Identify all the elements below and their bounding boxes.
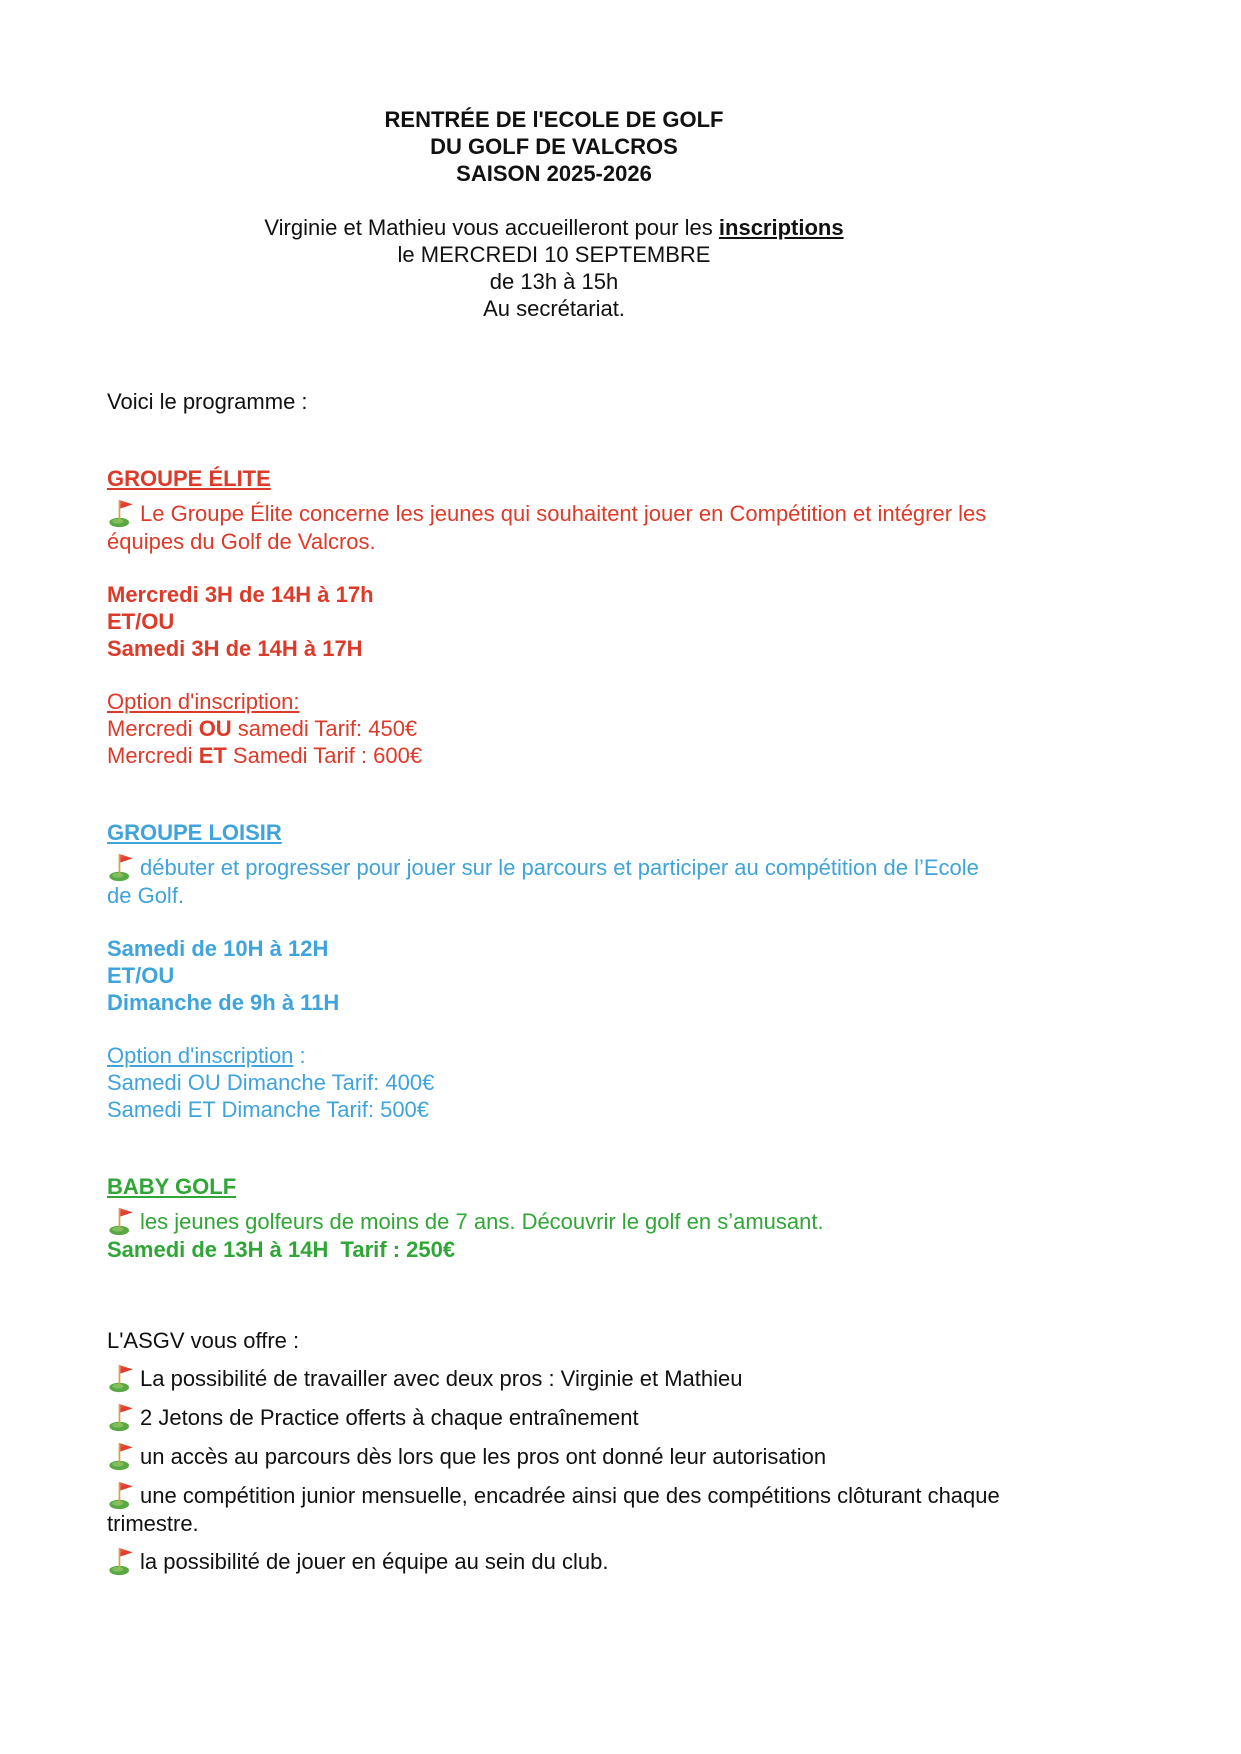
intro-line-1-text: Virginie et Mathieu vous accueilleront pour les xyxy=(264,215,719,240)
golf-flag-icon xyxy=(107,852,137,882)
title-line-2: DU GOLF DE VALCROS xyxy=(430,134,678,159)
groupe-elite-schedule xyxy=(107,581,1001,662)
groupe-elite-description xyxy=(107,498,1001,555)
asgv-heading: L'ASGV vous offre : xyxy=(107,1328,300,1353)
schedule-line: Dimanche de 9h à 11H xyxy=(107,990,340,1015)
baby-golf-description-text: les jeunes golfeurs de moins de 7 ans. Découvrir le golf en s’amusant. xyxy=(140,1209,824,1234)
intro-line-4: Au secrétariat. xyxy=(483,296,625,321)
title-line-3: SAISON 2025-2026 xyxy=(456,161,652,186)
groupe-loisir-description xyxy=(107,852,1001,909)
document-title xyxy=(107,106,1001,187)
asgv-bullet: La possibilité de travailler avec deux pros : Virginie et Mathieu xyxy=(107,1363,1001,1393)
groupe-loisir-schedule xyxy=(107,935,1001,1016)
groupe-loisir-options xyxy=(107,1042,1001,1123)
golf-flag-icon xyxy=(107,1206,137,1236)
asgv-bullet: la possibilité de jouer en équipe au sein du club. xyxy=(107,1546,1001,1576)
title-line-1: RENTRÉE DE l'ECOLE DE GOLF xyxy=(384,107,724,132)
asgv-bullet: une compétition junior mensuelle, encadrée ainsi que des compétitions clôturant chaque trimestre. xyxy=(107,1480,1001,1537)
baby-golf-tarif: Samedi de 13H à 14H Tarif : 250€ xyxy=(107,1237,456,1262)
groupe-elite-heading: GROUPE ÉLITE xyxy=(107,466,271,491)
options-heading: Option d'inscription: xyxy=(107,689,300,714)
option-line: Mercredi ET Samedi Tarif : 600€ xyxy=(107,743,423,768)
intro-block xyxy=(107,214,1001,322)
groupe-elite-description-text: Le Groupe Élite concerne les jeunes qui souhaitent jouer en Compétition et intégrer les équipes du Golf de Valcros. xyxy=(107,501,987,554)
groupe-loisir-heading: GROUPE LOISIR xyxy=(107,820,282,845)
option-line: Samedi OU Dimanche Tarif: 400€ xyxy=(107,1070,435,1095)
intro-line-2: le MERCREDI 10 SEPTEMBRE xyxy=(397,242,711,267)
groupe-loisir-description-text: débuter et progresser pour jouer sur le parcours et participer au compétition de l’Ecole de Golf. xyxy=(107,855,979,908)
option-line: Mercredi OU samedi Tarif: 450€ xyxy=(107,716,418,741)
schedule-line: ET/OU xyxy=(107,963,175,988)
golf-flag-icon xyxy=(107,1546,137,1576)
golf-flag-icon xyxy=(107,1363,137,1393)
asgv-bullet: un accès au parcours dès lors que les pros ont donné leur autorisation xyxy=(107,1441,1001,1471)
schedule-line: Samedi de 10H à 12H xyxy=(107,936,329,961)
intro-line-3: de 13h à 15h xyxy=(489,269,619,294)
golf-flag-icon xyxy=(107,498,137,528)
golf-flag-icon xyxy=(107,1480,137,1510)
inscriptions-emphasis: inscriptions xyxy=(718,215,844,240)
golf-flag-icon xyxy=(107,1402,137,1432)
asgv-bullet: 2 Jetons de Practice offerts à chaque entraînement xyxy=(107,1402,1001,1432)
baby-golf-description xyxy=(107,1206,1001,1236)
option-line: Samedi ET Dimanche Tarif: 500€ xyxy=(107,1097,430,1122)
baby-golf-heading: BABY GOLF xyxy=(107,1174,237,1199)
golf-flag-icon xyxy=(107,1441,137,1471)
schedule-line: Mercredi 3H de 14H à 17h xyxy=(107,582,374,607)
intro-line-1 xyxy=(107,214,1001,241)
schedule-line: Samedi 3H de 14H à 17H xyxy=(107,636,363,661)
groupe-elite-options xyxy=(107,688,1001,769)
options-heading: Option d'inscription : xyxy=(107,1043,306,1068)
program-intro: Voici le programme : xyxy=(107,389,308,414)
schedule-line: ET/OU xyxy=(107,609,175,634)
